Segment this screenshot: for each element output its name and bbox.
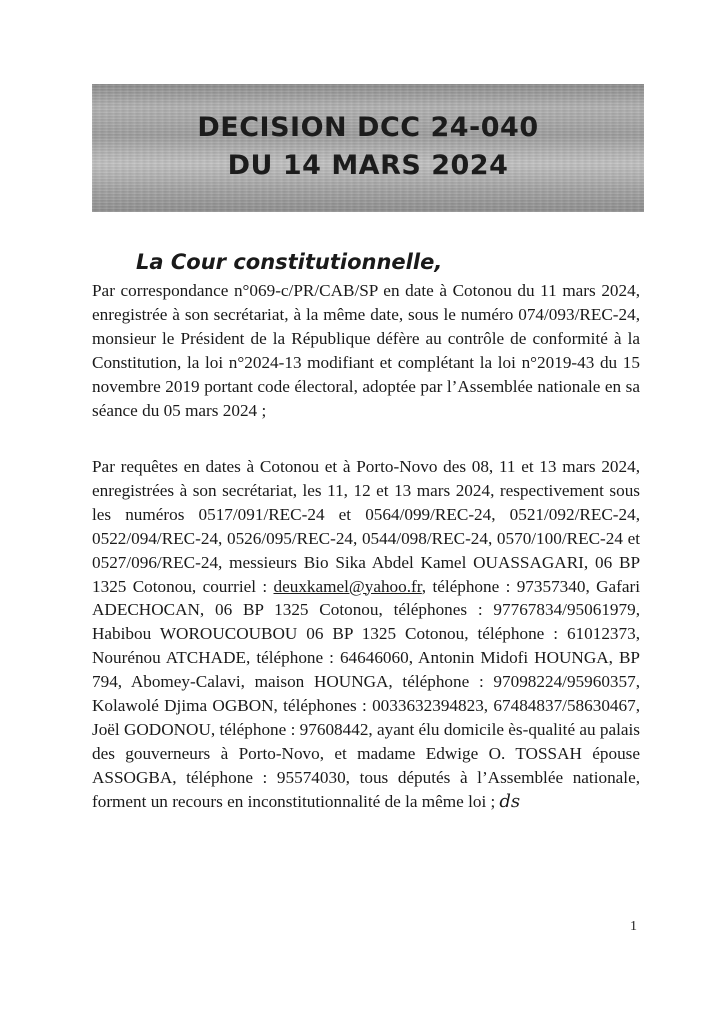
handwritten-initials: ds bbox=[499, 790, 521, 812]
petitions-text-start: Par requêtes en dates à Cotonou et à Porto-Novo des 08, 11 et 13 mars 2024, enregistrées à son secrétariat, les 11, 12 et 13 mars 2024, respectivement sous les numéros 0517/091/REC-24 et 0564/099/REC-24, 0521/092/REC-24, 0522/094/REC-24, 0526/095/REC-24, 0544/098/REC-24, 0570/100/REC-24 et 0527/096/REC-24, messieurs Bio Sika Abdel Kamel OUASSAGARI, 06 BP 1325 Cotonou, courriel : bbox=[92, 457, 640, 596]
decision-date: DU 14 MARS 2024 bbox=[227, 150, 509, 181]
court-heading: La Cour constitutionnelle, bbox=[136, 250, 443, 274]
decision-number: DECISION DCC 24-040 bbox=[197, 112, 539, 143]
decision-title-banner bbox=[92, 84, 644, 212]
email-link[interactable]: deuxkamel@yahoo.fr bbox=[273, 576, 422, 596]
paragraph-referral: Par correspondance n°069-c/PR/CAB/SP en date à Cotonou du 11 mars 2024, enregistrée à son secrétariat, à la même date, sous le numéro 074/093/REC-24, monsieur le Président de la République défère au contrôle de conformité à la Constitution, la loi n°2024-13 modifiant et complétant la loi n°2019-43 du 15 novembre 2019 portant code électoral, adoptée par l’Assemblée nationale en sa séance du 05 mars 2024 ; bbox=[92, 281, 640, 420]
paragraph-petitions bbox=[92, 455, 640, 814]
petitions-text-end: , téléphone : 97357340, Gafari ADECHOCAN, 06 BP 1325 Cotonou, téléphones : 97767834/95061979, Habibou WOROUCOUBOU 06 BP 1325 Cotonou, téléphone : 61012373, Nourénou ATCHADE, téléphone : 64646060, Antonin Midofi HOUNGA, BP 794, Abomey-Calavi, maison HOUNGA, téléphone : 97098224/95960357, Kolawolé Djima OGBON, téléphones : 0033632394823, 67484837/58630467, Joël GODONOU, téléphone : 97608442, ayant élu domicile ès-qualité au palais des gouverneurs à Porto-Novo, et madame Edwige O. TOSSAH épouse ASSOGBA, téléphone : 95574030, tous députés à l’Assemblée nationale, forment un recours en inconstitutionnalité de la même loi ; bbox=[92, 576, 641, 811]
page-number: 1 bbox=[630, 919, 637, 934]
